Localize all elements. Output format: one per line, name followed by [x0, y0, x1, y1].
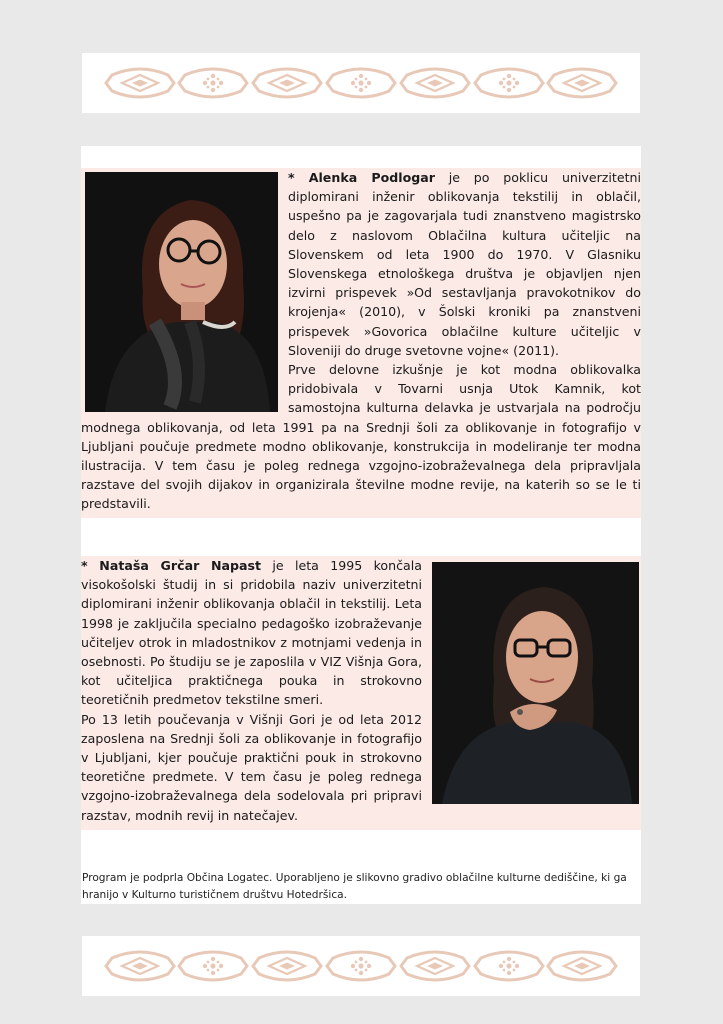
ornament-motif [548, 952, 616, 980]
ornament-motif [253, 952, 321, 980]
portrait-photo-natasa [432, 562, 639, 804]
ornament-motif [401, 69, 469, 97]
bio-alenka-podlogar [81, 168, 641, 518]
bio-natasa-text-1: je leta 1995 končala visokošolski študij in si pridobila naziv univerzitetni diplomirani inženir oblikovanja oblačil in tekstilij. Leta 1998 je zaključila specialno pedagoško izobraževanje učiteljev otrok in mladostnikov z motnjami vedenja in osebnosti. Po študiju se je zaposlila v VIZ Višnja Gora, kot učiteljica praktičnega pouka in strokovno teoretičnih predmetov tekstilne smeri. [81, 558, 422, 708]
bio-alenka-paragraph-2: Prve delovne izkušnje je kot modna oblikovalka pridobivala v Tovarni usnja Utok Kamnik, kot samostojna kulturna delavka je ustvarjala na področju modnega oblikovanja, od leta 1991 pa na Srednji šoli za oblikovanje in fotografijo v Ljubljani poučuje predmete modno oblikovanje, konstrukcija in modeliranje ter modna ilustracija. V tem času je poleg rednega vzgojno-izobraževalnega dela pripravljala razstave del svojih dijakov in organizirala številne modne revije, na katerih so se le ti predstavili. [81, 362, 641, 512]
ornament-motif [106, 952, 174, 980]
bio-natasa-paragraph-2: Po 13 letih poučevanja v Višnji Gori je od leta 2012 zaposlena na Srednji šoli za oblikovanje in fotografijo v Ljubljani, kjer poučuje praktični pouk in strokovno teoretične predmete. V tem času je poleg rednega vzgojno-izobraževalnega dela sodelovala pri pripravi razstav, modnih revij in natečajev. [81, 711, 422, 823]
ornament-pattern-top [82, 53, 640, 113]
ornament-motif [548, 69, 616, 97]
content-page [81, 146, 641, 904]
bio-alenka-name: * Alenka Podlogar [288, 170, 435, 185]
ornament-band-bottom [82, 936, 640, 996]
bio-natasa-grcar-napast [81, 556, 641, 830]
footer-note: Program je podprla Občina Logatec. Uporabljeno je slikovno gradivo oblačilne kulturne dediščine, ki ga hranijo v Kulturno turističnem društvu Hotedršica. [82, 872, 627, 901]
ornament-band-top [82, 53, 640, 113]
ornament-motif [179, 952, 247, 980]
ornament-pattern-bottom [82, 936, 640, 996]
ornament-motif [327, 69, 395, 97]
ornament-motif [475, 952, 543, 980]
ornament-motif [475, 69, 543, 97]
ornament-motif [253, 69, 321, 97]
ornament-motif [179, 69, 247, 97]
ornament-motif [106, 69, 174, 97]
bio-alenka-text-1: je po poklicu univerzitetni diplomirani inženir oblikovanja tekstilij in oblačil, uspešno pa je zagovarjala tudi znanstveno magistrsko delo z naslovom Oblačilna kultura učiteljic na Slovenskem od leta 1900 do 1970. V Glasniku Slovenskega etnološkega društva je objavljen njen izvirni prispevek »Od sestavljanja pravokotnikov do krojenja« (2010), v Šolski kroniki pa znanstveni prispevek »Govorica oblačilne kulture učiteljic v Sloveniji do druge svetovne vojne« (2011). [288, 170, 641, 358]
ornament-motif [401, 952, 469, 980]
bio-natasa-name: * Nataša Grčar Napast [81, 558, 262, 573]
portrait-photo-alenka [85, 172, 278, 412]
ornament-motif [327, 952, 395, 980]
